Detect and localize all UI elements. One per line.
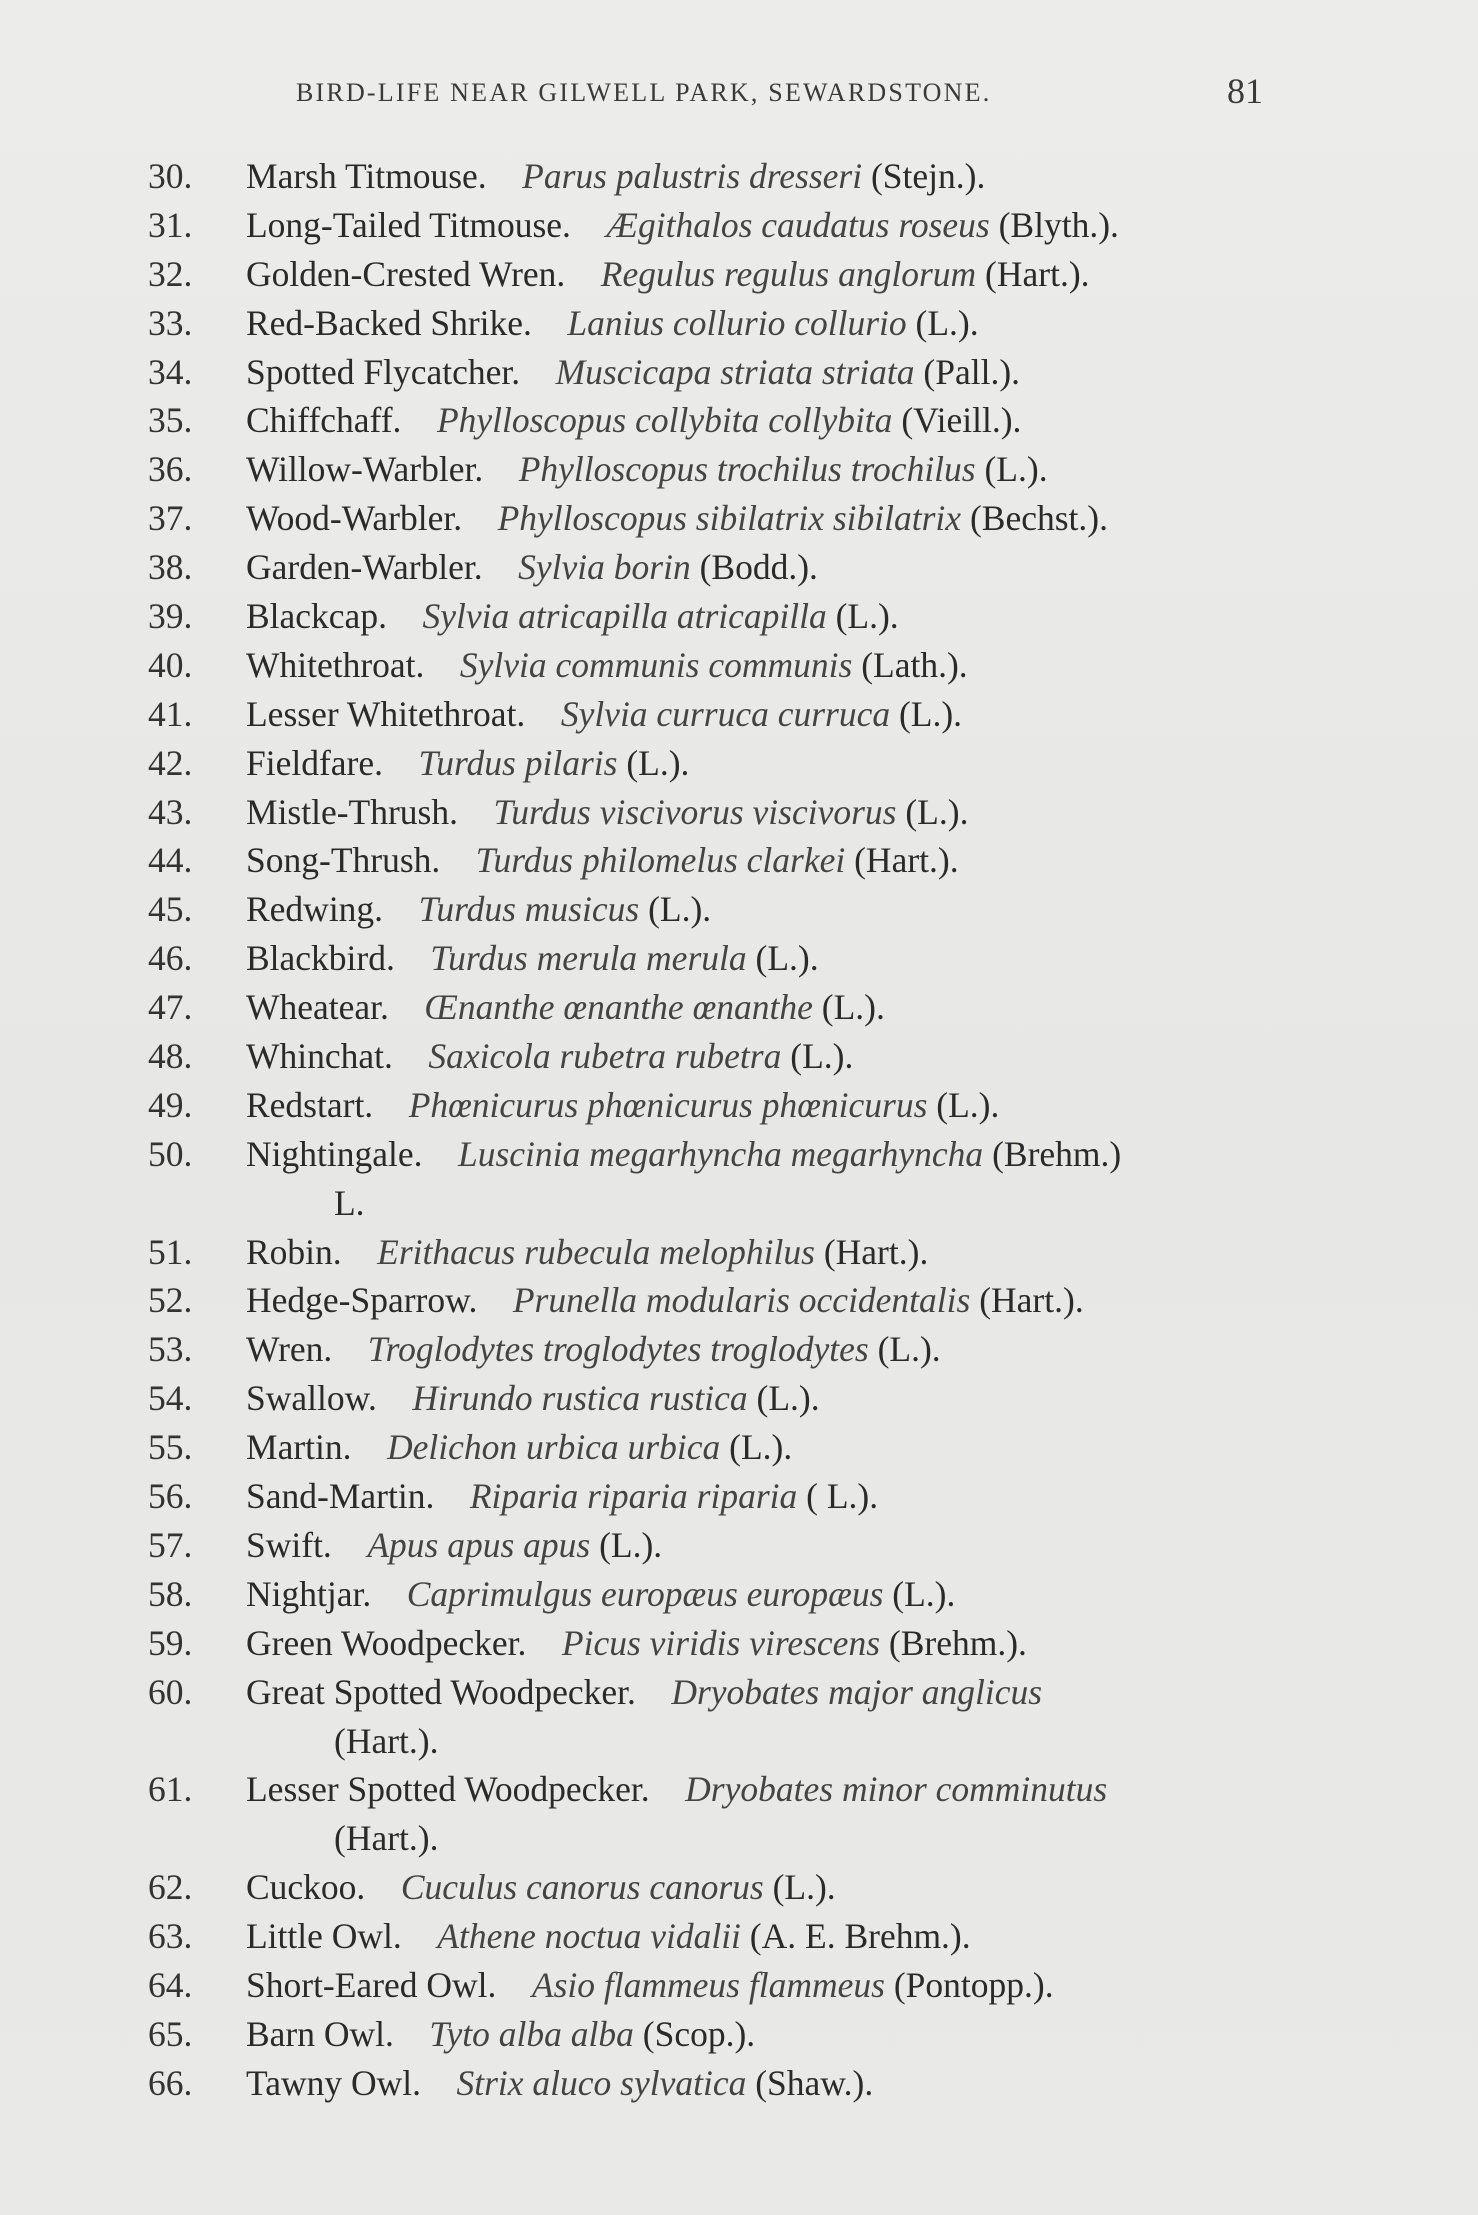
scientific-name: Athene noctua vidalii xyxy=(437,1916,741,1957)
entry-text xyxy=(246,641,968,690)
scientific-name: Lanius collurio collurio xyxy=(567,302,907,343)
list-item xyxy=(0,1521,1478,1570)
scientific-name: Turdus musicus xyxy=(418,889,640,930)
entry-text xyxy=(246,1032,853,1081)
entry-text xyxy=(246,348,1020,397)
list-item-continuation xyxy=(0,1814,1478,1863)
entry-number: 61. xyxy=(148,1769,193,1810)
list-item xyxy=(0,592,1478,641)
entry-number: 55. xyxy=(148,1427,193,1468)
scientific-name: Strix aluco sylvatica xyxy=(456,2062,747,2103)
entry-text xyxy=(246,1668,1042,1717)
authority: (Vieill.). xyxy=(901,400,1022,441)
list-item xyxy=(0,1325,1478,1374)
authority: (Stejn.). xyxy=(870,156,986,196)
common-name: Nightjar. xyxy=(246,1573,372,1614)
entry-number: 37. xyxy=(148,498,193,539)
entry-text xyxy=(246,836,959,885)
common-name: Blackcap. xyxy=(246,596,387,637)
scientific-name: Asio flammeus flammeus xyxy=(531,1964,885,2005)
scientific-name: Turdus merula merula xyxy=(430,938,747,979)
scientific-name: Phylloscopus collybita collybita xyxy=(436,400,893,441)
common-name: Hedge-Sparrow. xyxy=(246,1280,478,1321)
list-item xyxy=(0,348,1478,397)
authority: (L.). xyxy=(898,693,963,734)
entry-text xyxy=(246,152,985,201)
entry-text xyxy=(246,445,1048,494)
list-item xyxy=(0,1423,1478,1472)
list-item-continuation xyxy=(0,1717,1478,1766)
authority: (L.). xyxy=(936,1084,1000,1125)
entry-text xyxy=(246,690,962,739)
scientific-name: Sylvia atricapilla atricapilla xyxy=(422,596,827,637)
entry-number: 60. xyxy=(148,1671,193,1712)
scientific-name: Phylloscopus sibilatrix sibilatrix xyxy=(497,498,962,539)
entry-text xyxy=(246,1325,941,1374)
scientific-name: Caprimulgus europæus europæus xyxy=(406,1573,884,1614)
common-name: Wheatear. xyxy=(246,987,389,1028)
authority: (L.). xyxy=(984,449,1048,490)
entry-text xyxy=(246,1863,836,1912)
common-name: Green Woodpecker. xyxy=(246,1622,527,1663)
scientific-name: Regulus regulus anglorum xyxy=(600,253,977,294)
scientific-name: Parus palustris dresseri xyxy=(522,156,863,196)
entry-text xyxy=(246,983,885,1032)
common-name: Fieldfare. xyxy=(246,742,384,783)
list-item xyxy=(0,690,1478,739)
entry-number: 38. xyxy=(148,547,193,588)
scientific-name: Dryobates minor comminutus xyxy=(685,1769,1108,1810)
species-list xyxy=(0,152,1478,2108)
list-item xyxy=(0,983,1478,1032)
authority: (L.). xyxy=(905,791,969,832)
entry-number: 39. xyxy=(148,596,193,637)
authority: (Pall.). xyxy=(923,351,1021,392)
scientific-name: Troglodytes troglodytes troglodytes xyxy=(367,1329,869,1370)
entry-number: 48. xyxy=(148,1036,193,1077)
common-name: Robin. xyxy=(246,1231,342,1272)
page-number: 81 xyxy=(1227,71,1263,111)
authority: (Scop.). xyxy=(642,2013,756,2054)
entry-text xyxy=(246,1521,662,1570)
authority: (L.). xyxy=(648,889,712,930)
list-item xyxy=(0,1081,1478,1130)
common-name: Lesser Whitethroat. xyxy=(246,693,526,734)
scientific-name: Muscicapa striata striata xyxy=(555,351,915,392)
entry-number: 41. xyxy=(148,693,193,734)
entry-number: 35. xyxy=(148,400,193,441)
authority: (Hart.). xyxy=(985,253,1090,294)
list-item xyxy=(0,543,1478,592)
common-name: Spotted Flycatcher. xyxy=(246,351,521,392)
common-name: Garden-Warbler. xyxy=(246,547,483,588)
entry-number: 34. xyxy=(148,351,193,392)
entry-number: 31. xyxy=(148,204,193,245)
list-item xyxy=(0,1032,1478,1081)
common-name: Lesser Spotted Woodpecker. xyxy=(246,1769,650,1810)
list-item xyxy=(0,1765,1478,1814)
list-item xyxy=(0,1863,1478,1912)
entry-number: 62. xyxy=(148,1867,193,1908)
list-item xyxy=(0,1130,1478,1179)
authority: (Brehm.). xyxy=(888,1622,1027,1663)
authority: (Hart.). xyxy=(979,1280,1084,1321)
authority: (L.). xyxy=(756,1378,820,1419)
entry-text xyxy=(246,1276,1084,1325)
list-item xyxy=(0,250,1478,299)
entry-number: 50. xyxy=(148,1133,193,1174)
list-item xyxy=(0,1276,1478,1325)
common-name: Willow-Warbler. xyxy=(246,449,484,490)
list-item xyxy=(0,1374,1478,1423)
list-item xyxy=(0,836,1478,885)
entry-number: 63. xyxy=(148,1916,193,1957)
authority: (Bechst.). xyxy=(969,498,1108,539)
entry-number: 58. xyxy=(148,1573,193,1614)
scientific-name: Riparia riparia riparia xyxy=(469,1476,798,1517)
scientific-name: Phylloscopus trochilus trochilus xyxy=(518,449,976,490)
authority: (L.). xyxy=(877,1329,941,1370)
authority: (L.). xyxy=(772,1867,836,1908)
authority: (Lath.). xyxy=(861,644,968,685)
list-item xyxy=(0,396,1478,445)
entry-number: 45. xyxy=(148,889,193,930)
entry-text xyxy=(246,494,1108,543)
entry-text xyxy=(246,2059,873,2108)
entry-number: 36. xyxy=(148,449,193,490)
common-name: Redstart. xyxy=(246,1084,374,1125)
common-name: Wood-Warbler. xyxy=(246,498,463,539)
entry-text xyxy=(246,1472,878,1521)
scientific-name: Sylvia communis communis xyxy=(459,644,853,685)
list-item xyxy=(0,299,1478,348)
authority: ( L.). xyxy=(806,1476,879,1517)
common-name: Little Owl. xyxy=(246,1916,402,1957)
entry-text xyxy=(246,543,818,592)
common-name: Wren. xyxy=(246,1329,333,1370)
entry-text xyxy=(246,1619,1027,1668)
entry-number: 56. xyxy=(148,1476,193,1517)
entry-number: 30. xyxy=(148,156,193,196)
common-name: Short-Eared Owl. xyxy=(246,1964,497,2005)
common-name: Long-Tailed Titmouse. xyxy=(246,204,571,245)
list-item xyxy=(0,152,1478,201)
common-name: Red-Backed Shrike. xyxy=(246,302,532,343)
list-item xyxy=(0,1961,1478,2010)
list-item xyxy=(0,641,1478,690)
entry-text xyxy=(246,201,1119,250)
authority: (Blyth.). xyxy=(998,204,1119,245)
scientific-name: Picus viridis virescens xyxy=(561,1622,881,1663)
entry-text xyxy=(246,788,968,837)
common-name: Nightingale. xyxy=(246,1133,423,1174)
scientific-name: Prunella modularis occidentalis xyxy=(512,1280,971,1321)
entry-number: 43. xyxy=(148,791,193,832)
entry-text xyxy=(246,739,689,788)
common-name: Chiffchaff. xyxy=(246,400,402,441)
authority: (Hart.). xyxy=(854,840,959,881)
common-name: Swift. xyxy=(246,1524,332,1565)
scientific-name: Apus apus apus xyxy=(367,1524,591,1565)
common-name: Blackbird. xyxy=(246,938,395,979)
running-head: BIRD-LIFE NEAR GILWELL PARK, SEWARDSTONE. xyxy=(296,78,992,107)
scientific-name: Hirundo rustica rustica xyxy=(412,1378,748,1419)
scientific-name: Ægithalos caudatus roseus xyxy=(606,204,990,245)
common-name: Song-Thrush. xyxy=(246,840,441,881)
entry-number: 59. xyxy=(148,1622,193,1663)
entry-number: 49. xyxy=(148,1084,193,1125)
common-name: Sand-Martin. xyxy=(246,1476,435,1517)
authority: (Pontopp.). xyxy=(893,1964,1054,2005)
authority: (L.). xyxy=(790,1036,854,1077)
authority: (L.). xyxy=(835,596,899,637)
scientific-name: Erithacus rubecula melophilus xyxy=(377,1231,815,1272)
continuation-text: (Hart.). xyxy=(334,1720,439,1761)
common-name: Great Spotted Woodpecker. xyxy=(246,1671,636,1712)
entry-number: 65. xyxy=(148,2013,193,2054)
entry-number: 44. xyxy=(148,840,193,881)
list-item xyxy=(0,934,1478,983)
list-item xyxy=(0,788,1478,837)
list-item xyxy=(0,2059,1478,2108)
common-name: Swallow. xyxy=(246,1378,377,1419)
scientific-name: Luscinia megarhyncha megarhyncha xyxy=(457,1133,984,1174)
common-name: Mistle-Thrush. xyxy=(246,791,458,832)
list-item xyxy=(0,2010,1478,2059)
entry-number: 64. xyxy=(148,1964,193,2005)
list-item xyxy=(0,1570,1478,1619)
scientific-name: Delichon urbica urbica xyxy=(387,1427,721,1468)
entry-text xyxy=(246,1081,999,1130)
entry-number: 51. xyxy=(148,1231,193,1272)
scientific-name: Tyto alba alba xyxy=(429,2013,634,2054)
authority: (Hart.). xyxy=(823,1231,929,1272)
continuation-text: (Hart.). xyxy=(334,1818,439,1859)
entry-text xyxy=(246,1423,792,1472)
list-item xyxy=(0,1912,1478,1961)
entry-text xyxy=(246,1765,1107,1814)
entry-text xyxy=(246,1570,955,1619)
authority: (L.). xyxy=(821,987,885,1028)
common-name: Whitethroat. xyxy=(246,644,425,685)
common-name: Marsh Titmouse. xyxy=(246,156,487,196)
list-item xyxy=(0,445,1478,494)
list-item xyxy=(0,1228,1478,1277)
entry-text xyxy=(246,2010,755,2059)
common-name: Redwing. xyxy=(246,889,384,930)
list-item-continuation xyxy=(0,1179,1478,1228)
common-name: Cuckoo. xyxy=(246,1867,366,1908)
list-item xyxy=(0,1472,1478,1521)
entry-number: 46. xyxy=(148,938,193,979)
entry-text xyxy=(246,396,1021,445)
entry-number: 57. xyxy=(148,1524,193,1565)
entry-text xyxy=(246,1912,971,1961)
scientific-name: Œnanthe œnanthe œnanthe xyxy=(424,987,813,1028)
list-item xyxy=(0,739,1478,788)
scientific-name: Phœnicurus phœnicurus phœnicurus xyxy=(408,1084,928,1125)
entry-text xyxy=(246,1961,1054,2010)
entry-text xyxy=(246,299,979,348)
authority: (L.). xyxy=(626,742,690,783)
common-name: Tawny Owl. xyxy=(246,2062,421,2103)
authority: (Bodd.). xyxy=(699,547,818,588)
scientific-name: Turdus pilaris xyxy=(418,742,618,783)
entry-text xyxy=(246,1228,928,1277)
scientific-name: Sylvia curruca curruca xyxy=(560,693,891,734)
list-item xyxy=(0,1619,1478,1668)
authority: (A. E. Brehm.). xyxy=(749,1916,971,1957)
entry-text xyxy=(246,885,711,934)
entry-number: 52. xyxy=(148,1280,193,1321)
list-item xyxy=(0,201,1478,250)
entry-number: 54. xyxy=(148,1378,193,1419)
entry-text xyxy=(246,934,819,983)
entry-number: 53. xyxy=(148,1329,193,1370)
entry-number: 42. xyxy=(148,742,193,783)
entry-text xyxy=(246,1374,820,1423)
entry-text xyxy=(246,1130,1121,1179)
common-name: Golden-Crested Wren. xyxy=(246,253,566,294)
scientific-name: Saxicola rubetra rubetra xyxy=(428,1036,782,1077)
authority: (L.). xyxy=(729,1427,793,1468)
common-name: Barn Owl. xyxy=(246,2013,394,2054)
list-item xyxy=(0,494,1478,543)
entry-number: 32. xyxy=(148,253,193,294)
entry-number: 33. xyxy=(148,302,193,343)
entry-number: 66. xyxy=(148,2062,193,2103)
scientific-name: Turdus philomelus clarkei xyxy=(475,840,846,881)
authority: (Shaw.). xyxy=(755,2062,874,2103)
authority: (L.). xyxy=(599,1524,663,1565)
continuation-text: L. xyxy=(334,1182,365,1223)
list-item xyxy=(0,885,1478,934)
common-name: Martin. xyxy=(246,1427,352,1468)
common-name: Whinchat. xyxy=(246,1036,393,1077)
scientific-name: Dryobates major anglicus xyxy=(671,1671,1043,1712)
entry-text xyxy=(246,592,899,641)
entry-text xyxy=(246,250,1090,299)
scientific-name: Turdus viscivorus viscivorus xyxy=(493,791,897,832)
authority: (L.). xyxy=(915,302,979,343)
scientific-name: Sylvia borin xyxy=(518,547,691,588)
entry-number: 47. xyxy=(148,987,193,1028)
list-item xyxy=(0,1668,1478,1717)
scientific-name: Cuculus canorus canorus xyxy=(400,1867,764,1908)
authority: (L.). xyxy=(892,1573,956,1614)
entry-number: 40. xyxy=(148,644,193,685)
authority: (L.). xyxy=(755,938,819,979)
authority: (Brehm.) xyxy=(992,1133,1122,1174)
